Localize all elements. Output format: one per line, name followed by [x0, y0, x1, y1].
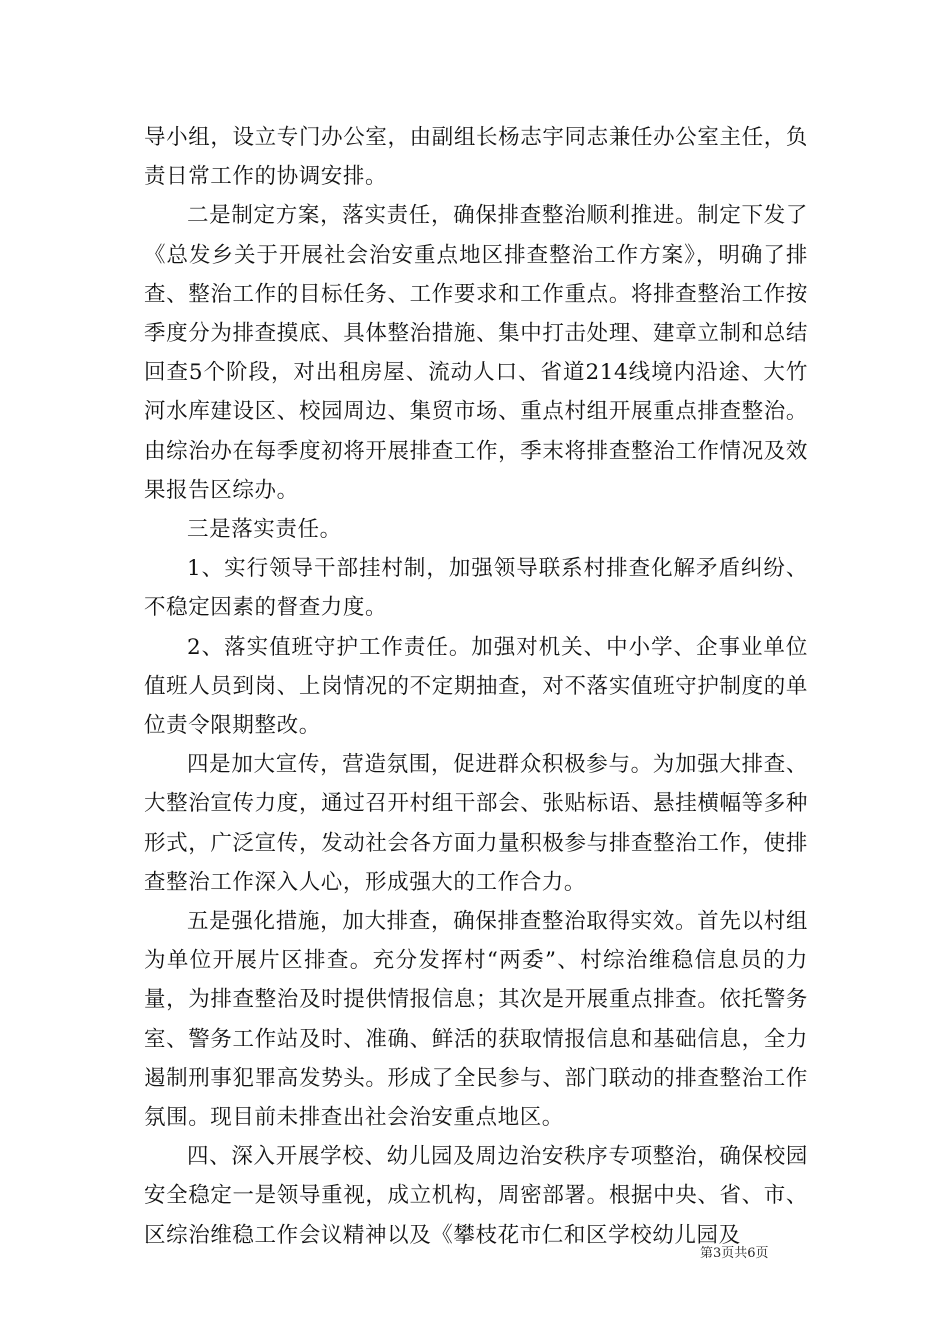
paragraph-measures: 五是强化措施，加大排查，确保排查整治取得实效。首先以村组为单位开展片区排查。充分发挥村“两委”、村综治维稳信息员的力量，为排查整治及时提供情报信息；其次是开展重点排查。依托警务室、警务工作站及时、准确、鲜活的获取情报信息和基础信息，全力遏制刑事犯罪高发势头。形成了全民参与、部门联动的排查整治工作氛围。现目前未排查出社会治安重点地区。 — [144, 909, 808, 1131]
paragraph-school-safety: 四、深入开展学校、幼儿园及周边治安秩序专项整治，确保校园安全稳定一是领导重视，成立机构，周密部署。根据中央、省、市、区综治维稳工作会议精神以及《攀枝花市仁和区学校幼儿园及 — [144, 1144, 808, 1248]
paragraph-item-2: 2、落实值班守护工作责任。加强对机关、中小学、企事业单位值班人员到岗、上岗情况的不定期抽查，对不落实值班守护制度的单位责令限期整改。 — [144, 634, 808, 739]
paragraph-responsibility-heading: 三是落实责任。 — [187, 517, 342, 543]
document-body — [144, 118, 808, 1255]
paragraph-item-1: 1、实行领导干部挂村制，加强领导联系村排查化解矛盾纠纷、不稳定因素的督查力度。 — [144, 556, 808, 621]
page-number: 第3页共6页 — [700, 1246, 769, 1261]
paragraph-publicity: 四是加大宣传，营造氛围，促进群众积极参与。为加强大排查、大整治宣传力度，通过召开村组干部会、张贴标语、悬挂横幅等多种形式，广泛宣传，发动社会各方面力量积极参与排查整治工作，使排查整治工作深入人心，形成强大的工作合力。 — [144, 752, 808, 895]
paragraph-plan: 二是制定方案，落实责任，确保排查整治顺利推进。制定下发了《总发乡关于开展社会治安重点地区排查整治工作方案》，明确了排查、整治工作的目标任务、工作要求和工作重点。将排查整治工作按季度分为排查摸底、具体整治措施、集中打击处理、建章立制和总结回查5个阶段，对出租房屋、流动人口、省道214线境内沿途、大竹河水库建设区、校园周边、集贸市场、重点村组开展重点排查整治。由综治办在每季度初将开展排查工作，季末将排查整治工作情况及效果报告区综办。 — [144, 203, 808, 503]
paragraph-continuation: 导小组，设立专门办公室，由副组长杨志宇同志兼任办公室主任，负责日常工作的协调安排。 — [144, 125, 808, 190]
